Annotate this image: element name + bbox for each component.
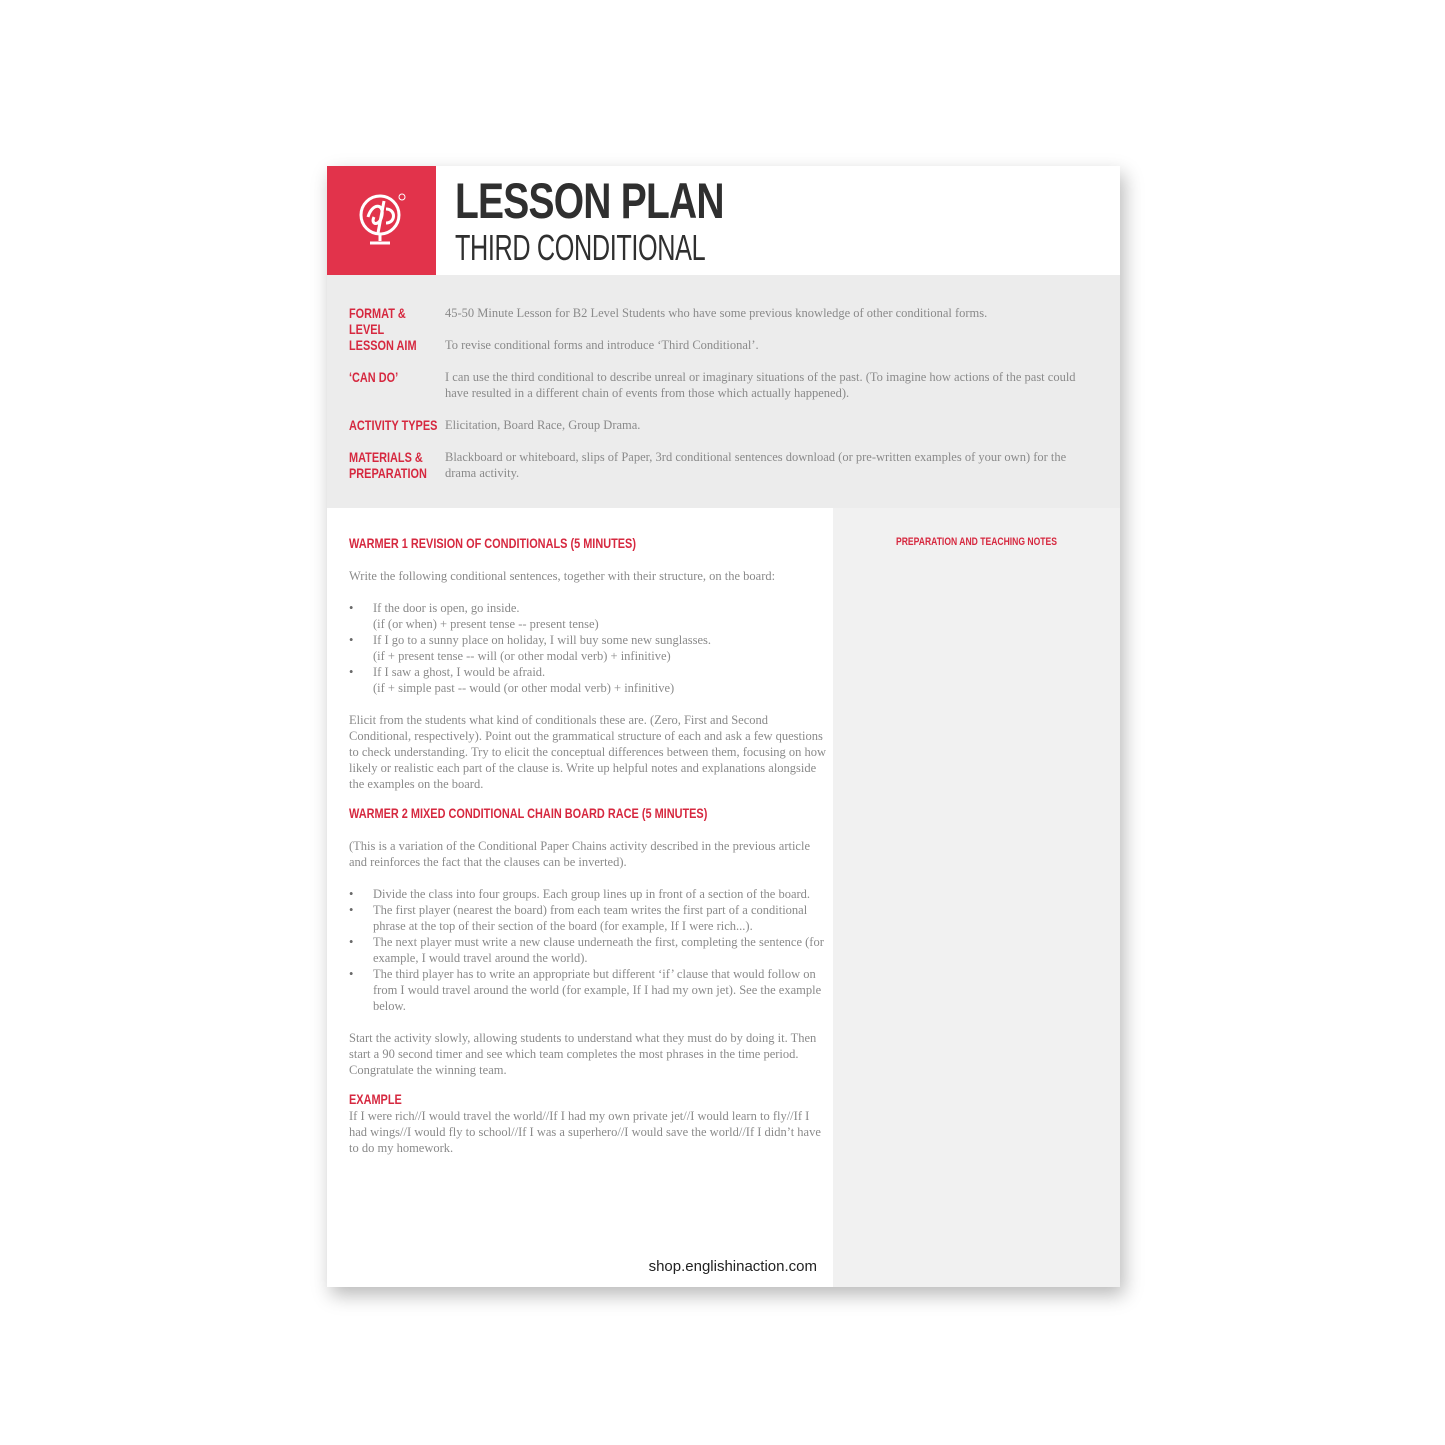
footer-url[interactable]: shop.englishinaction.com <box>648 1258 817 1275</box>
list-item <box>349 632 827 664</box>
warmer2-list <box>349 886 827 1014</box>
warmer2-outro: Start the activity slowly, allowing students to understand what they must do by doing it. Then start a 90 second timer and see which team completes the most phrases in the time period. Congratulate the winning team. <box>349 1031 817 1077</box>
example-text: If I were rich//I would travel the world//If I had my own private jet//I would learn to fly//If I had wings//I would fly to school//If I was a superhero//I would save the world//If I didn’t have to do my homework. <box>349 1109 821 1155</box>
lesson-info <box>327 275 1120 508</box>
teaching-notes-sidebar <box>833 508 1120 1287</box>
info-text: 45-50 Minute Lesson for B2 Level Students who have some previous knowledge of other conditional forms. <box>445 306 988 320</box>
warmer1-outro: Elicit from the students what kind of conditionals these are. (Zero, First and Second Conditional, respectively). Point out the grammatical structure of each and ask a few questions to check understanding. Try to elicit the conceptual differences between them, focusing on how likely or realistic each part of the clause is. Write up helpful notes and explanations alongside the examples on the board. <box>349 713 827 791</box>
warmer1-list <box>349 600 827 696</box>
info-label: MATERIALS & PREPARATION <box>349 449 427 481</box>
info-label: ‘CAN DO’ <box>349 369 399 385</box>
list-item-structure: (if + present tense -- will (or other modal verb) + infinitive) <box>373 649 671 663</box>
list-item-text: If I go to a sunny place on holiday, I will buy some new sunglasses. <box>373 633 712 647</box>
list-item <box>349 664 827 696</box>
info-label: LESSON AIM <box>349 337 417 353</box>
page-title: LESSON PLAN <box>455 173 724 229</box>
warmer2-heading: WARMER 2 MIXED CONDITIONAL CHAIN BOARD RACE (5 MINUTES) <box>349 805 708 821</box>
list-item-text: If the door is open, go inside. <box>373 601 520 615</box>
main-content <box>327 508 833 1287</box>
list-item: • The third player has to write an appropriate but different ‘if’ clause that would follow on from I would travel around the world (for example, If I had my own jet). See the example below. <box>349 966 827 1014</box>
example-heading: EXAMPLE <box>349 1091 402 1107</box>
list-item: • Divide the class into four groups. Each group lines up in front of a section of the board. <box>349 886 827 902</box>
page-subtitle: THIRD CONDITIONAL <box>455 227 706 268</box>
teaching-notes-heading: PREPARATION AND TEACHING NOTES <box>896 536 1057 548</box>
info-label: FORMAT & LEVEL <box>349 305 406 337</box>
info-text: Elicitation, Board Race, Group Drama. <box>445 418 641 432</box>
info-text: I can use the third conditional to describe unreal or imaginary situations of the past. (To imagine how actions of the past could have resulted in a different chain of events from those which actually happened). <box>445 370 1076 400</box>
logo <box>327 166 436 275</box>
warmer2-intro: (This is a variation of the Conditional Paper Chains activity described in the previous article and reinforces the fact that the clauses can be inverted). <box>349 839 810 869</box>
list-item-structure: (if (or when) + present tense -- present tense) <box>373 617 599 631</box>
header <box>327 166 1120 275</box>
list-item-structure: (if + simple past -- would (or other modal verb) + infinitive) <box>373 681 675 695</box>
list-item: • The next player must write a new clause underneath the first, completing the sentence (for example, I would travel around the world). <box>349 934 827 966</box>
eia-logo-icon <box>350 189 414 253</box>
list-item-text: If I saw a ghost, I would be afraid. <box>373 665 546 679</box>
info-text: Blackboard or whiteboard, slips of Paper, 3rd conditional sentences download (or pre-written examples of your own) for the drama activity. <box>445 450 1067 480</box>
list-item: • The first player (nearest the board) from each team writes the first part of a conditional phrase at the top of their section of the board (for example, If I were rich...). <box>349 902 827 934</box>
info-label: ACTIVITY TYPES <box>349 417 438 433</box>
info-text: To revise conditional forms and introduce ‘Third Conditional’. <box>445 338 759 352</box>
warmer1-heading: WARMER 1 REVISION OF CONDITIONALS (5 MINUTES) <box>349 535 636 551</box>
warmer1-intro: Write the following conditional sentences, together with their structure, on the board: <box>349 569 776 583</box>
lesson-plan-page <box>327 166 1120 1287</box>
list-item <box>349 600 827 632</box>
